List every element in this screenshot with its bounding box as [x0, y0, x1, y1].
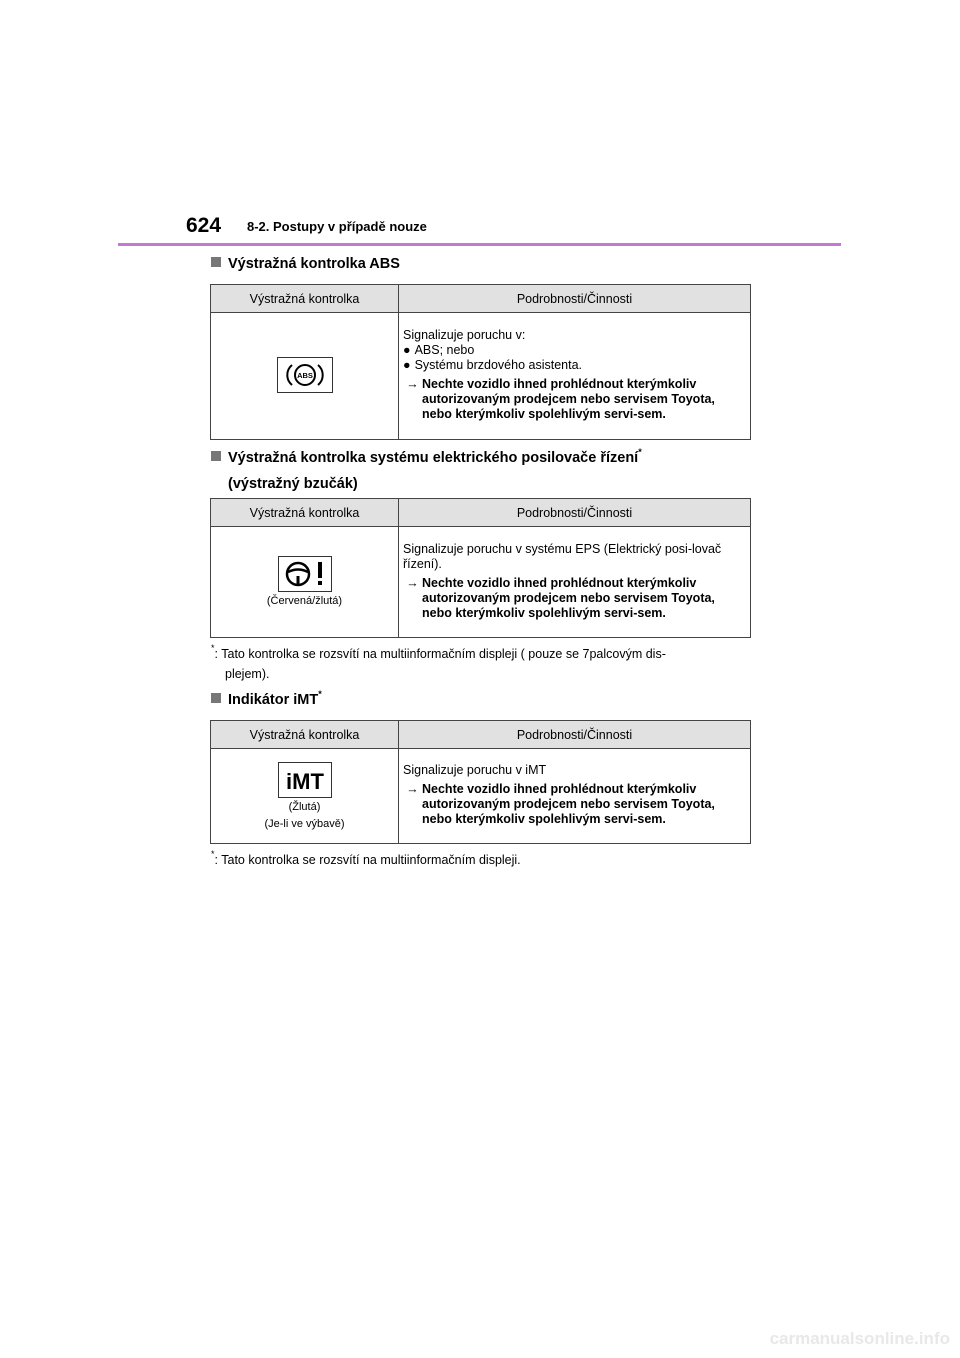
- indicator-cell: [211, 527, 399, 638]
- column-header-details: Podrobnosti/Činnosti: [399, 499, 751, 527]
- arrow-right-icon: →: [406, 782, 419, 796]
- abs-heading: Výstražná kontrolka ABS: [211, 254, 400, 275]
- footnote-eps: *: Tato kontrolka se rozsvítí na multiinformačním displeji ( pouze se 7palcovým dis- plejem).: [211, 643, 666, 681]
- indicator-cell: [211, 313, 399, 440]
- footnote-marker: *: [211, 643, 215, 653]
- svg-text:ABS: ABS: [296, 371, 313, 380]
- footnote-marker: *: [318, 689, 322, 699]
- table-header-row: [211, 499, 751, 527]
- steering-wheel-warning-icon: [278, 556, 332, 592]
- header-divider: [118, 243, 841, 246]
- column-header-details: Podrobnosti/Činnosti: [399, 285, 751, 313]
- svg-text:carmanualsonline.info: carmanualsonline.info: [769, 1329, 950, 1348]
- imt-indicator-icon: [278, 762, 332, 798]
- page-number: 624: [186, 214, 222, 237]
- imt-table: [210, 720, 751, 844]
- abs-warning-icon: [277, 357, 333, 393]
- column-header-indicator: Výstražná kontrolka: [211, 499, 399, 527]
- imt-heading: Indikátor iMT*: [211, 690, 322, 711]
- footnote-marker: *: [211, 849, 215, 859]
- detail-intro: Signalizuje poruchu v:: [403, 328, 526, 342]
- indicator-cell: [211, 749, 399, 844]
- details-cell: [399, 313, 751, 440]
- table-row: [211, 527, 751, 638]
- square-bullet-icon: [211, 257, 221, 267]
- table-row: [211, 749, 751, 844]
- eps-heading: Výstražná kontrolka systému elektrického posilovače řízení* (výstražný bzučák): [211, 448, 642, 495]
- action-text: → Nechte vozidlo ihned prohlédnout kterýmkoliv autorizovaným prodejcem nebo servisem Toyota, nebo kterýmkoliv spolehlivým servi-sem.: [403, 377, 744, 422]
- table-header-row: [211, 721, 751, 749]
- table-header-row: [211, 285, 751, 313]
- footnote-marker: *: [638, 447, 642, 457]
- square-bullet-icon: [211, 451, 221, 461]
- table-row: [211, 313, 751, 440]
- watermark-logo: [760, 1324, 950, 1350]
- arrow-right-icon: →: [406, 377, 419, 391]
- column-header-indicator: Výstražná kontrolka: [211, 285, 399, 313]
- list-item: ● ABS; nebo: [403, 343, 744, 358]
- column-header-indicator: Výstražná kontrolka: [211, 721, 399, 749]
- detail-intro: Signalizuje poruchu v systému EPS (Elektrický posi-lovač řízení).: [403, 541, 722, 571]
- arrow-right-icon: →: [406, 575, 419, 590]
- action-text: → Nechte vozidlo ihned prohlédnout kterýmkoliv autorizovaným prodejcem nebo servisem Toyota, nebo kterýmkoliv spolehlivým servi-sem.: [403, 576, 744, 621]
- list-item: ● Systému brzdového asistenta.: [403, 358, 744, 373]
- indicator-caption: (Žlutá): [288, 800, 321, 813]
- svg-text:iMT: iMT: [285, 768, 324, 794]
- indicator-availability-note: (Je-li ve výbavě): [264, 817, 345, 830]
- abs-table: [210, 284, 751, 440]
- eps-table: [210, 498, 751, 638]
- details-cell: [399, 749, 751, 844]
- column-header-details: Podrobnosti/Činnosti: [399, 721, 751, 749]
- action-text: → Nechte vozidlo ihned prohlédnout kterýmkoliv autorizovaným prodejcem nebo servisem Toyota, nebo kterýmkoliv spolehlivým servi-sem.: [403, 782, 744, 827]
- section-title: 8-2. Postupy v případě nouze: [247, 219, 427, 234]
- footnote-imt: *: Tato kontrolka se rozsvítí na multiinformačním displeji.: [211, 849, 521, 867]
- detail-intro: Signalizuje poruchu v iMT: [403, 763, 547, 777]
- indicator-caption: (Červená/žlutá): [266, 595, 343, 607]
- details-cell: [399, 527, 751, 638]
- square-bullet-icon: [211, 693, 221, 703]
